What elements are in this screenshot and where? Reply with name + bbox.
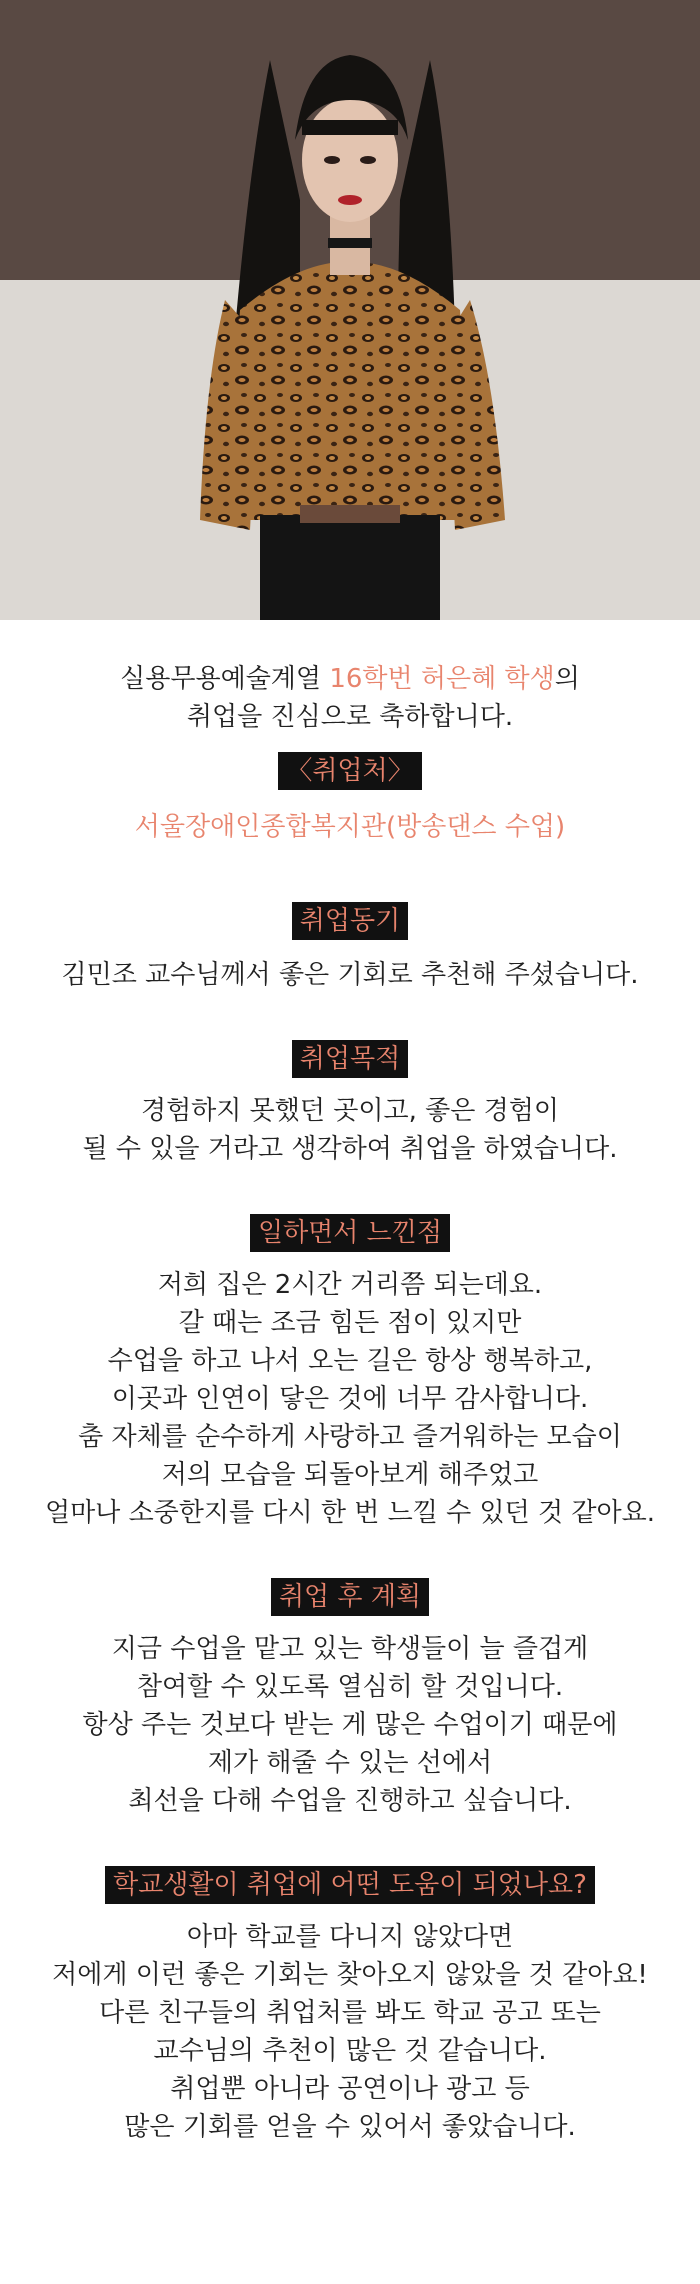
intro-line-2: 취업을 진심으로 축하합니다. xyxy=(186,702,514,732)
school-line: 저에게 이런 좋은 기회는 찾아오지 않았을 것 같아요! xyxy=(52,1960,648,1990)
motivation-text xyxy=(0,956,700,994)
purpose-text xyxy=(0,1092,700,1168)
content xyxy=(0,620,700,2146)
school-line: 아마 학교를 다니지 않았다면 xyxy=(186,1922,514,1952)
motivation-line: 김민조 교수님께서 좋은 기회로 추천해 주셨습니다. xyxy=(61,960,639,990)
plans-line: 항상 주는 것보다 받는 게 많은 수업이기 때문에 xyxy=(82,1710,618,1740)
school-line: 취업뿐 아니라 공연이나 광고 등 xyxy=(170,2074,530,2104)
intro-text: 실용무용예술계열 xyxy=(120,664,330,694)
purpose-heading: 취업목적 xyxy=(292,1040,408,1078)
feelings-line: 수업을 하고 나서 오는 길은 항상 행복하고, xyxy=(107,1346,593,1376)
school-line: 많은 기회를 얻을 수 있어서 좋았습니다. xyxy=(124,2112,576,2142)
workplace-value: 서울장애인종합복지관(방송댄스 수업) xyxy=(134,812,566,842)
feelings-line: 갈 때는 조금 힘든 점이 있지만 xyxy=(178,1308,522,1338)
feelings-line: 이곳과 인연이 닿은 것에 너무 감사합니다. xyxy=(111,1384,589,1414)
plans-heading: 취업 후 계획 xyxy=(271,1578,429,1616)
feelings-line: 저희 집은 2시간 거리쯤 되는데요. xyxy=(157,1270,543,1300)
motivation-heading: 취업동기 xyxy=(292,902,408,940)
workplace-heading: 〈취업처〉 xyxy=(278,752,421,790)
school-line: 다른 친구들의 취업처를 봐도 학교 공고 또는 xyxy=(99,1998,601,2028)
school-text xyxy=(0,1918,700,2146)
student-photo xyxy=(0,0,700,620)
student-portrait-icon xyxy=(0,0,700,620)
plans-line: 지금 수업을 맡고 있는 학생들이 늘 즐겁게 xyxy=(111,1634,589,1664)
student-name: 16학번 허은혜 학생 xyxy=(329,664,555,694)
plans-line: 최선을 다해 수업을 진행하고 싶습니다. xyxy=(128,1786,572,1816)
intro-line-1 xyxy=(0,660,700,698)
school-heading: 학교생활이 취업에 어떤 도움이 되었나요? xyxy=(105,1866,595,1904)
feelings-heading: 일하면서 느낀점 xyxy=(250,1214,450,1252)
feelings-text xyxy=(0,1266,700,1532)
plans-line: 참여할 수 있도록 열심히 할 것입니다. xyxy=(136,1672,564,1702)
intro-suffix: 의 xyxy=(554,664,580,694)
plans-text xyxy=(0,1630,700,1820)
feelings-line: 춤 자체를 순수하게 사랑하고 즐거워하는 모습이 xyxy=(78,1422,622,1452)
feelings-line: 저의 모습을 되돌아보게 해주었고 xyxy=(161,1460,539,1490)
purpose-line: 될 수 있을 거라고 생각하여 취업을 하였습니다. xyxy=(82,1134,618,1164)
feelings-line: 얼마나 소중한지를 다시 한 번 느낄 수 있던 것 같아요. xyxy=(44,1498,656,1528)
school-line: 교수님의 추천이 많은 것 같습니다. xyxy=(153,2036,547,2066)
plans-line: 제가 해줄 수 있는 선에서 xyxy=(207,1748,493,1778)
purpose-line: 경험하지 못했던 곳이고, 좋은 경험이 xyxy=(140,1096,560,1126)
